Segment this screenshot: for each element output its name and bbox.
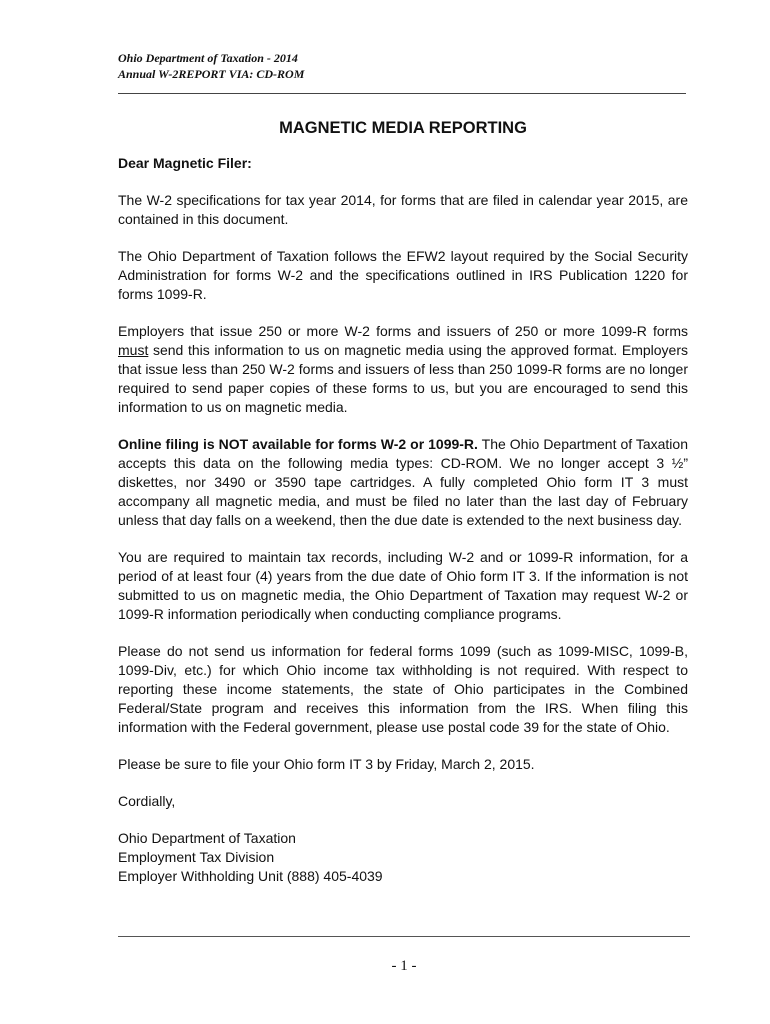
paragraph-specifications: The W-2 specifications for tax year 2014, for forms that are filed in calendar year 2015, are contained in this document. xyxy=(118,192,688,227)
paragraph-due-date: Please be sure to file your Ohio form IT 3 by Friday, March 2, 2015. xyxy=(118,756,535,772)
header-divider xyxy=(118,93,686,94)
online-filing-notice: Online filing is NOT available for forms W-2 or 1099-R. xyxy=(118,436,478,452)
signature-block xyxy=(118,829,688,886)
signature-division: Employment Tax Division xyxy=(118,849,275,865)
letter-body xyxy=(118,154,688,886)
page-number: - 1 - xyxy=(391,958,417,974)
signature-department: Ohio Department of Taxation xyxy=(118,830,296,846)
paragraph-filing-text-end: send this information to us on magnetic media using the approved format. Employers that issue less than 250 W-2 forms and issuers of less than 250 1099-R forms are no longer required to send paper copies of these forms to us, but you are encouraged to send this information to us on magnetic media. xyxy=(118,342,688,415)
paragraph-record-retention: You are required to maintain tax records, including W-2 and or 1099-R information, for a period of at least four (4) years from the due date of Ohio form IT 3. If the information is not submitted to us on magnetic media, the Ohio Department of Taxation may request W-2 or 1099-R information periodically when conducting compliance programs. xyxy=(118,549,688,622)
paragraph-federal-forms: Please do not send us information for federal forms 1099 (such as 1099-MISC, 1099-B, 1099-Div, etc.) for which Ohio income tax withholding is not required. With respect to reporting these income statements, the state of Ohio participates in the Combined Federal/State program and receives this information from the IRS. When filing this information with the Federal government, please use postal code 39 for the state of Ohio. xyxy=(118,643,688,735)
paragraph-media-types: The Ohio Department of Taxation accepts this data on the following media types: CD-ROM. We no longer accept 3 ½” diskettes, nor 3490 or 3590 tape cartridges. A fully completed Ohio form IT 3 must accompany all magnetic media, and must be filed no later than the last day of February unless that day falls on a weekend, then the due date is extended to the next business day. xyxy=(118,436,688,528)
paragraph-filing-text-start: Employers that issue 250 or more W-2 forms and issuers of 250 or more 1099-R forms xyxy=(118,323,688,339)
header-line-report-type: Annual W-2REPORT VIA: CD-ROM xyxy=(118,67,305,81)
closing: Cordially, xyxy=(118,793,176,809)
header-line-department: Ohio Department of Taxation - 2014 xyxy=(118,51,298,65)
signature-unit-phone: Employer Withholding Unit (888) 405-4039 xyxy=(118,868,383,884)
salutation: Dear Magnetic Filer: xyxy=(118,155,252,171)
emphasis-must: must xyxy=(118,342,149,358)
paragraph-online-filing xyxy=(118,435,688,530)
footer-divider xyxy=(118,936,690,937)
document-header xyxy=(118,50,686,82)
paragraph-efw2-layout: The Ohio Department of Taxation follows the EFW2 layout required by the Social Security Administration for forms W-2 and the specifications outlined in IRS Publication 1220 for forms 1099-R. xyxy=(118,248,688,302)
page-title: MAGNETIC MEDIA REPORTING xyxy=(279,119,527,137)
paragraph-filing-requirements xyxy=(118,322,688,417)
